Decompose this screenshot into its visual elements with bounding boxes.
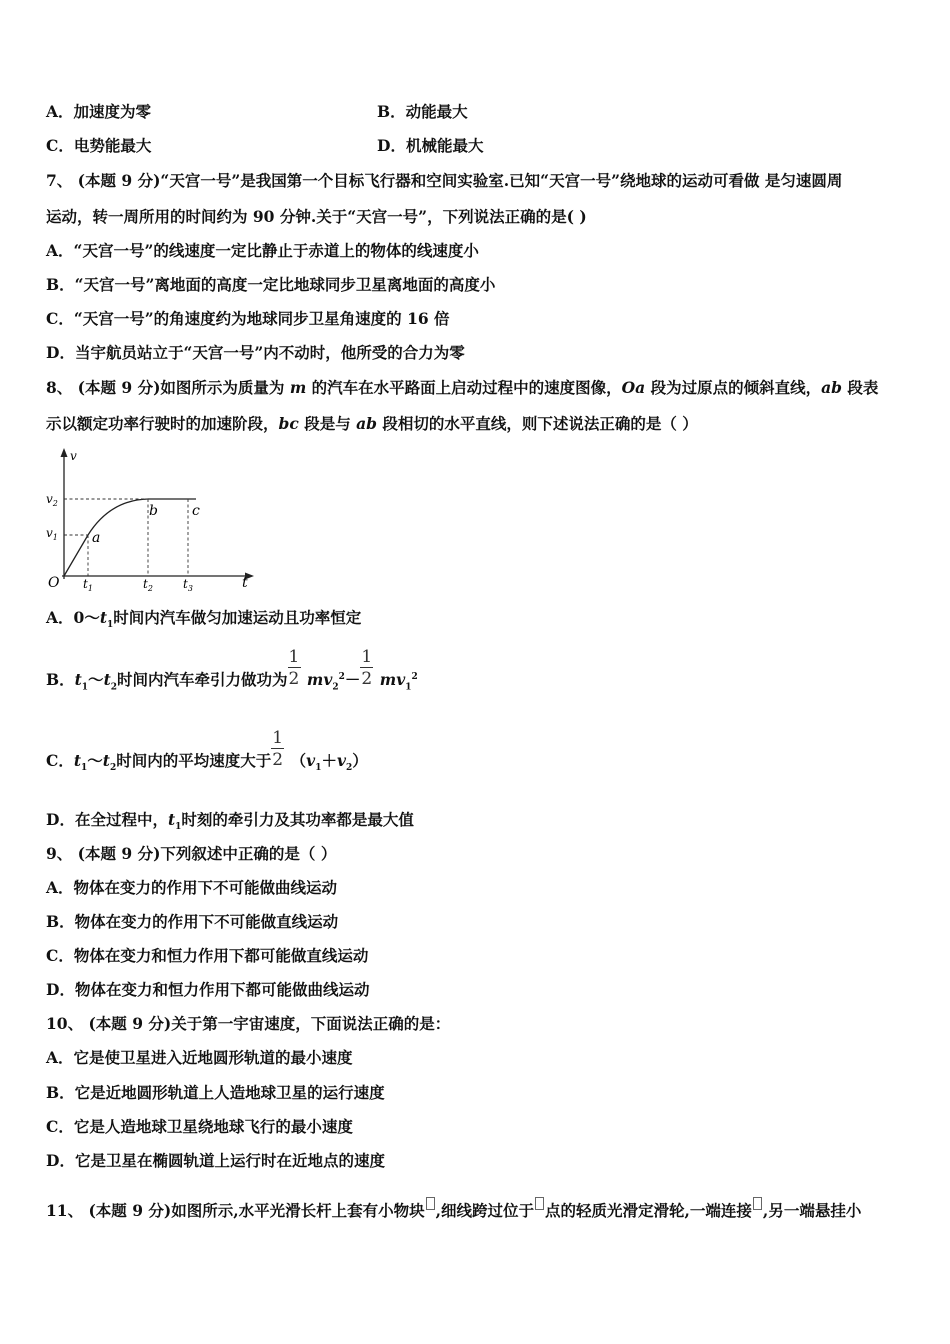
velocity-time-graph: [40, 446, 260, 596]
q7-option-b: B．“天宫一号”离地面的高度一定比地球同步卫星离地面的高度小: [46, 275, 496, 294]
q9-option-d: D．物体在变力和恒力作用下都可能做曲线运动: [46, 980, 370, 999]
q7-option-d: D．当宇航员站立于“天宫一号”内不动时，他所受的合力为零: [46, 343, 465, 362]
label-a: a: [92, 530, 101, 546]
q9-option-c: C．物体在变力和恒力作用下都可能做直线运动: [46, 946, 369, 965]
q8-option-c: C．$t_1\sim t_2$时间内的平均速度大于 $\frac{1}{2}$ $(v_1+v_2)$: [46, 728, 368, 774]
q10-option-d: D．它是卫星在椭圆轨道上运行时在近地点的速度: [46, 1151, 385, 1170]
label-O: O: [48, 575, 60, 591]
label-b: b: [149, 503, 158, 519]
q8-option-a: A．$0\sim t_1$时间内汽车做匀加速运动且功率恒定: [46, 608, 362, 631]
fraction-one-half: $\frac{1}{2}$: [288, 647, 300, 690]
q8-stem-line1: 8、 (本题 9 分)如图所示为质量为 m 的汽车在水平路面上启动过程中的速度图像，Oa 段为过原点的倾斜直线，ab 段表: [46, 378, 879, 397]
option-d: D．机械能最大: [377, 136, 484, 155]
missing-glyph-icon: [535, 1197, 544, 1210]
option-b: B．动能最大: [377, 102, 468, 121]
q7-option-c: C．“天宫一号”的角速度约为地球同步卫星角速度的 16 倍: [46, 309, 450, 328]
missing-glyph-icon: [753, 1197, 762, 1210]
v-axis-arrow: [61, 448, 68, 457]
q8-option-d: D．在全过程中，$t_1$时刻的牵引力及其功率都是最大值: [46, 810, 414, 833]
label-t2: $t_2$: [143, 577, 153, 593]
missing-glyph-icon: [426, 1197, 435, 1210]
label-c: c: [192, 503, 200, 519]
label-t: t: [242, 575, 248, 591]
option-a: A．加速度为零: [46, 102, 152, 121]
q9-option-b: B．物体在变力的作用下不可能做直线运动: [46, 912, 339, 931]
label-v2: $v_2$: [46, 492, 58, 508]
velocity-curve: [64, 499, 196, 576]
q8-stem-line2: 示以额定功率行驶时的加速阶段，bc 段是与 ab 段相切的水平直线，则下述说法正确的是（ ）: [46, 414, 698, 433]
q7-stem-line2: 运动，转一周所用的时间约为 90 分钟.关于“天宫一号”，下列说法正确的是( ): [46, 207, 587, 226]
q9-stem: 9、 (本题 9 分)下列叙述中正确的是（ ）: [46, 844, 337, 863]
label-v: v: [70, 449, 77, 463]
fraction-one-half: $\frac{1}{2}$: [361, 647, 373, 690]
q9-option-a: A．物体在变力的作用下不可能做曲线运动: [46, 878, 338, 897]
label-t3: $t_3$: [183, 577, 193, 593]
q10-option-a: A．它是使卫星进入近地圆形轨道的最小速度: [46, 1048, 353, 1067]
q10-option-c: C．它是人造地球卫星绕地球飞行的最小速度: [46, 1117, 353, 1136]
q11-stem-line1: 11、 (本题 9 分)如图所示,水平光滑长杆上套有小物块 ,细线跨过位于 点的轻质光滑定滑轮,一端连接 ,另一端悬挂小: [46, 1197, 861, 1221]
q7-stem-line1: 7、 (本题 9 分)“天宫一号”是我国第一个目标飞行器和空间实验室.已知“天宫一号”绕地球的运动可看做 是匀速圆周: [46, 171, 843, 190]
q8-option-b: B．$t_1\sim t_2$时间内汽车牵引力做功为 $\frac{1}{2}$ $mv_2^2-$ $\frac{1}{2}$ $mv_1^2$: [46, 647, 418, 693]
option-c: C．电势能最大: [46, 136, 152, 155]
q10-option-b: B．它是近地圆形轨道上人造地球卫星的运行速度: [46, 1083, 385, 1102]
label-v1: $v_1$: [46, 526, 58, 542]
fraction-one-half: $\frac{1}{2}$: [272, 728, 284, 770]
label-t1: $t_1$: [83, 577, 93, 593]
q10-stem: 10、 (本题 9 分)关于第一宇宙速度，下面说法正确的是：: [46, 1014, 451, 1033]
q7-option-a: A．“天宫一号”的线速度一定比静止于赤道上的物体的线速度小: [46, 241, 479, 260]
